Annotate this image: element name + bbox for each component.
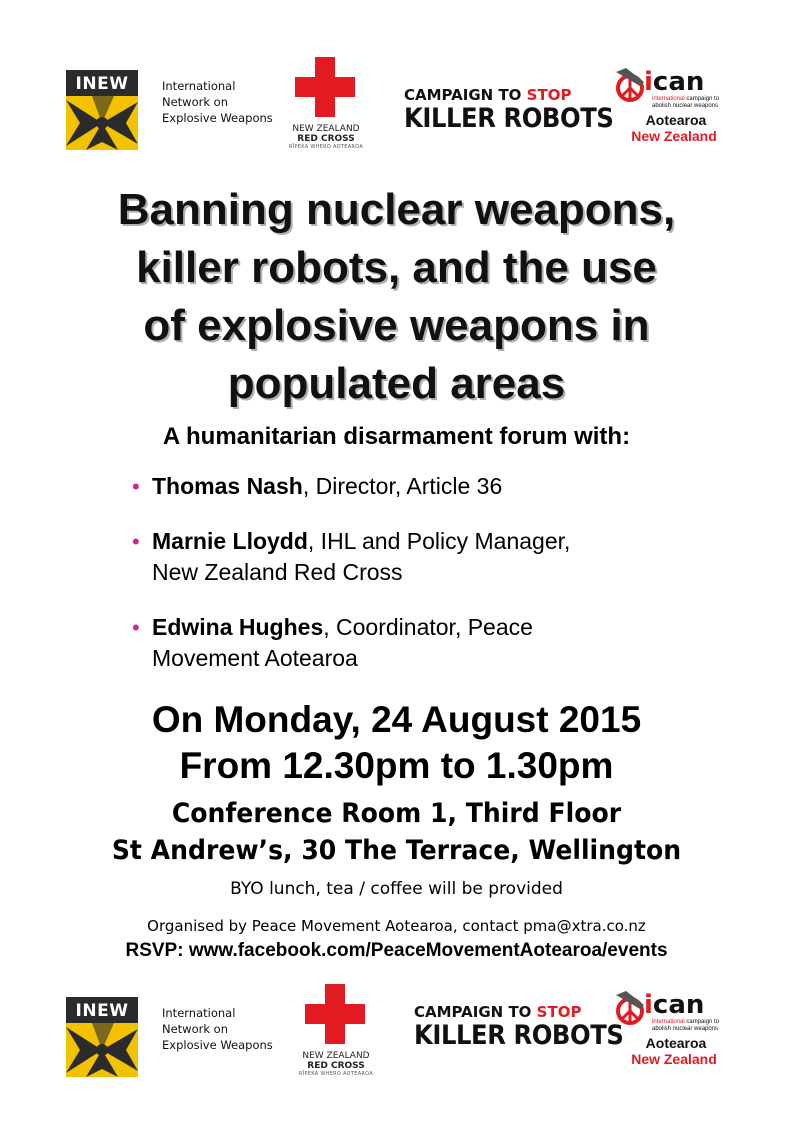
event-time: From 12.30pm to 1.30pm xyxy=(179,745,614,786)
stop-killer-robots-logo: CAMPAIGN TO STOP KILLER ROBOTS xyxy=(404,86,614,134)
bullet-icon: • xyxy=(132,529,140,554)
inew-logo xyxy=(66,70,138,150)
explosion-icon xyxy=(66,96,138,150)
event-date: On Monday, 24 August 2015 xyxy=(151,699,642,740)
event-datetime xyxy=(20,697,773,789)
event-venue: Conference Room 1, Third Floor St Andrew’s, 30 The Terrace, Wellington xyxy=(111,798,682,866)
inew-badge: INEW xyxy=(75,74,129,94)
logo-row-top xyxy=(0,56,793,156)
explosion-icon xyxy=(66,1023,138,1077)
inew-name: International Network on Explosive Weapons xyxy=(162,1006,273,1052)
headline: Banning nuclear weapons, killer robots, and the use of explosive weapons in populated areas xyxy=(117,185,676,408)
ican-logo: ican international campaign to abolish nuclear weapons Aotearoa New Zealand xyxy=(614,64,724,154)
stop-killer-robots-logo: CAMPAIGN TO STOP KILLER ROBOTS xyxy=(414,1003,624,1051)
red-cross-logo: NEW ZEALAND RED CROSS RĪPEKA WHERO AOTEAROA xyxy=(286,56,376,156)
speaker-item: • Edwina Hughes, Coordinator, Peace Movement Aotearoa xyxy=(132,614,533,671)
bullet-icon: • xyxy=(132,474,140,499)
missile-peace-icon xyxy=(614,991,648,1029)
forum-intro: A humanitarian disarmament forum with: xyxy=(162,423,631,450)
bullet-icon: • xyxy=(132,615,140,640)
speaker-list xyxy=(132,471,732,698)
inew-logo xyxy=(66,997,138,1077)
inew-name: International Network on Explosive Weapons xyxy=(162,79,273,125)
logo-row-bottom xyxy=(0,983,793,1083)
red-cross-logo: NEW ZEALAND RED CROSS RĪPEKA WHERO AOTEAROA xyxy=(296,983,386,1083)
speaker-item: • Marnie Lloydd, IHL and Policy Manager, New Zealand Red Cross xyxy=(132,528,571,585)
inew-badge: INEW xyxy=(75,1001,129,1021)
organiser-note: Organised by Peace Movement Aotearoa, contact pma@xtra.co.nz xyxy=(147,917,646,935)
rsvp-line: RSVP: www.facebook.com/PeaceMovementAotearoa/events xyxy=(125,940,668,961)
speaker-item: • Thomas Nash, Director, Article 36 xyxy=(132,471,732,502)
ican-logo: ican international campaign to abolish nuclear weapons Aotearoa New Zealand xyxy=(614,987,724,1077)
missile-peace-icon xyxy=(614,68,648,106)
catering-note: BYO lunch, tea / coffee will be provided xyxy=(230,879,563,899)
